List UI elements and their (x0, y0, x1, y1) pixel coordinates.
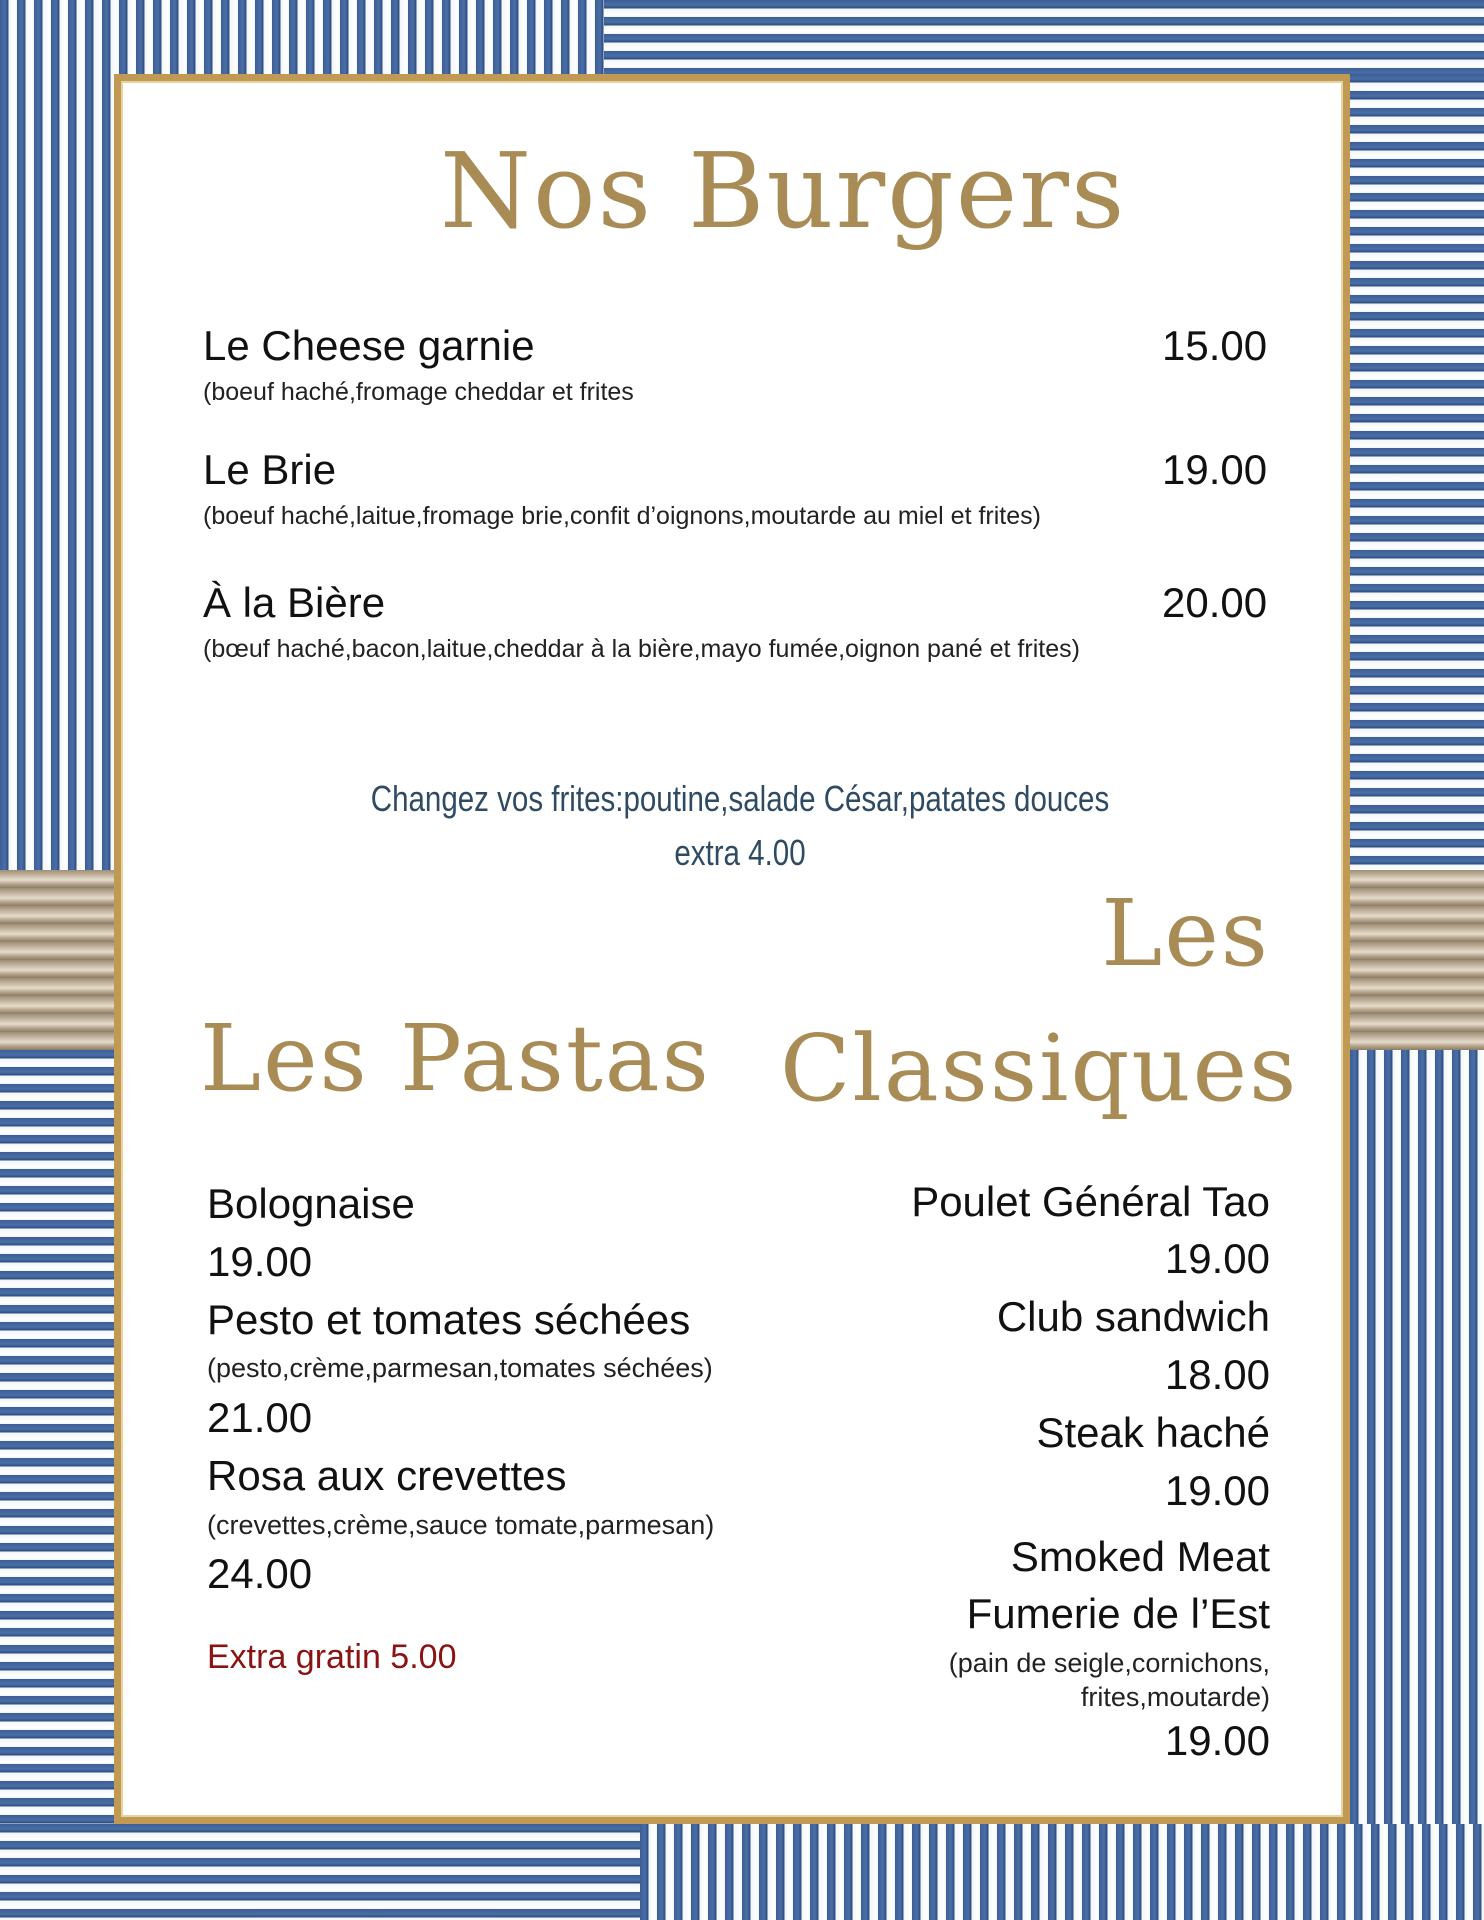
classiques-title-line2: Classiques (780, 1015, 1299, 1122)
classique-name: Poulet Général Tao (911, 1178, 1270, 1225)
extra-gratin-note: Extra gratin 5.00 (207, 1638, 457, 1676)
stripe-panel-left-upper (0, 74, 114, 870)
rope-band-right (1350, 870, 1484, 1050)
burgers-title: Nos Burgers (440, 130, 1127, 252)
classique-price: 19.00 (1164, 1235, 1270, 1282)
burger-description: (boeuf haché,fromage cheddar et frites (203, 378, 634, 406)
stripe-panel-right-lower (1350, 1050, 1484, 1824)
burger-price: 15.00 (1162, 322, 1268, 369)
stripe-panel-top-left (0, 0, 604, 74)
burger-name: Le Cheese garnie (203, 322, 535, 369)
classique-price: 18.00 (1164, 1351, 1270, 1398)
classique-name: Steak haché (1036, 1409, 1270, 1456)
pastas-title: Les Pastas (200, 1005, 711, 1112)
classique-price: 19.00 (1164, 1467, 1270, 1514)
pasta-description: (crevettes,crème,sauce tomate,parmesan) (207, 1510, 715, 1540)
classique-description: (pain de seigle,cornichons, (948, 1648, 1270, 1678)
pasta-price: 21.00 (207, 1394, 313, 1441)
burger-description: (bœuf haché,bacon,laitue,cheddar à la bière,mayo fumée,oignon pané et frites) (203, 635, 1080, 663)
pasta-price: 19.00 (207, 1238, 313, 1285)
classique-name: Smoked Meat (1010, 1533, 1270, 1580)
stripe-panel-left-lower (0, 1050, 114, 1824)
pasta-description: (pesto,crème,parmesan,tomates séchées) (207, 1353, 713, 1383)
classique-price: 19.00 (1164, 1717, 1270, 1764)
rope-band-left (0, 870, 114, 1050)
fries-swap-price: extra 4.00 (674, 832, 806, 873)
pasta-name: Pesto et tomates séchées (207, 1296, 691, 1343)
pasta-name: Bolognaise (207, 1180, 415, 1227)
stripe-panel-bottom-right (640, 1824, 1484, 1920)
stripe-panel-top-right (604, 0, 1484, 74)
burger-price: 20.00 (1162, 579, 1268, 626)
burger-price: 19.00 (1162, 446, 1268, 493)
pasta-name: Rosa aux crevettes (207, 1452, 567, 1499)
classique-name: Fumerie de l’Est (966, 1590, 1270, 1637)
burger-name: Le Brie (203, 446, 337, 493)
classique-description: frites,moutarde) (1080, 1682, 1270, 1712)
burger-description: (boeuf haché,laitue,fromage brie,confit d’oignons,moutarde au miel et frites) (203, 502, 1041, 530)
stripe-panel-right-upper (1350, 74, 1484, 870)
stripe-panel-bottom-left (0, 1824, 640, 1920)
classique-name: Club sandwich (996, 1293, 1270, 1340)
burger-name: À la Bière (203, 579, 386, 626)
pasta-price: 24.00 (207, 1550, 313, 1597)
classiques-title-line1: Les (1101, 880, 1270, 987)
fries-swap-note: Changez vos frites:poutine,salade César,patates douces (370, 778, 1110, 819)
